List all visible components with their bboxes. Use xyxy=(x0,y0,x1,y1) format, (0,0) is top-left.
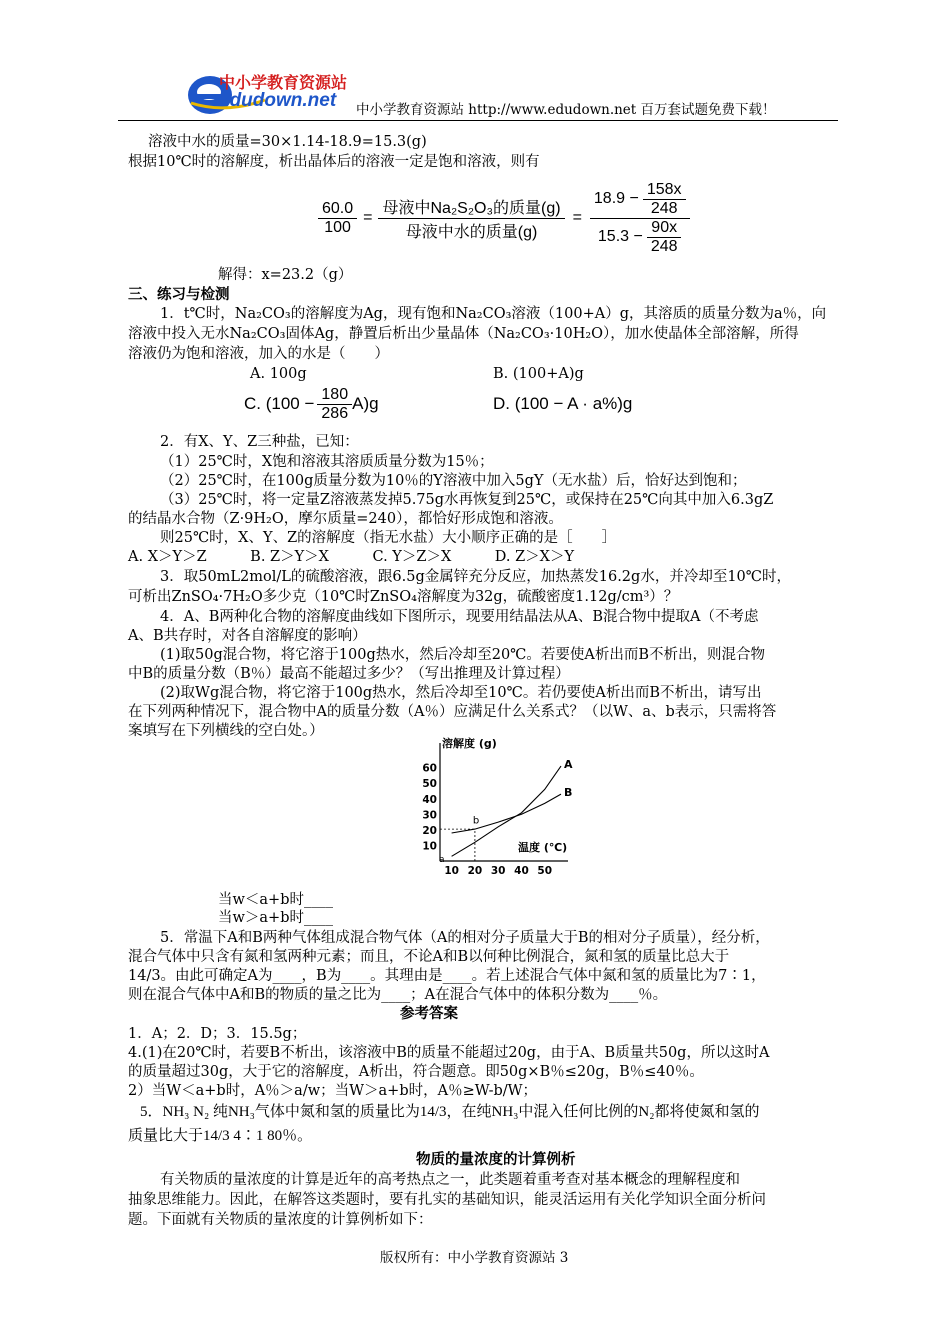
formula-r-den-a: 15.3 − xyxy=(597,228,643,245)
logo-en-text: edudown.net xyxy=(219,90,337,111)
section-title: 物质的量浓度的计算例析 xyxy=(416,1151,576,1168)
formula-r-den-c: 248 xyxy=(650,237,678,255)
y-tick-label: 60 xyxy=(422,762,437,775)
q5-line-a: 5．常温下A和B两种气体组成混合物气体（A的相对分子质量大于B的相对分子质量），经分析， xyxy=(160,930,770,946)
q4-1-line-b: 中B的质量分数（B％）最高不能超过多少？（写出推理及计算过程） xyxy=(128,666,570,682)
q1-option-d: D. (100 − A · a%)g xyxy=(493,394,633,413)
formula-right-num xyxy=(590,181,690,219)
q2-options: A. X＞Y＞Z B. Z＞Y＞X C. Y＞Z＞X D. Z＞X＞Y xyxy=(128,549,575,565)
formula-r-num-a: 18.9 − xyxy=(593,190,639,207)
q4-1-line-a: (1)取50g混合物，将它溶于100g热水，然后冷却至20℃。若要使A析出而B不析出，则混合物 xyxy=(160,647,766,663)
x-tick-label: 30 xyxy=(490,865,506,877)
solubility-chart xyxy=(418,735,588,887)
q1-line-b: 溶液中投入无水Na₂CO₃固体Ag，静置后析出少量晶体（Na₂CO₃·10H₂O），加水使晶体全部溶解，所得 xyxy=(128,326,799,342)
formula-r-num-b: 158x xyxy=(643,181,686,200)
q3-line-a: 3．取50mL2mol/L的硫酸溶液，跟6.5g金属锌充分反应，加热蒸发16.2g水，并冷却至10℃时， xyxy=(160,569,791,585)
q1-option-a: A. 100g xyxy=(250,366,307,382)
header-text: 中小学教育资源站 http://www.edudown.net 百万套试题免费下载！ xyxy=(356,102,776,118)
q5-line-d: 则在混合气体中A和B的物质的量之比为____；A在混合气体中的体积分数为____％。 xyxy=(128,987,668,1003)
q5-line-c: 14/3。由此可确定A为____，B为____。其理由是____。若上述混合气体中氮和氢的质量比为7∶1， xyxy=(128,968,766,984)
formula-left-den: 100 xyxy=(324,218,351,236)
q4-line-a: 4．A、B两种化合物的溶解度曲线如下图所示，现要用结晶法从A、B混合物中提取A（不考虑 xyxy=(160,609,759,625)
y-tick-label: 40 xyxy=(422,793,437,806)
series-label-A: A xyxy=(564,758,573,772)
answer-1: 1．A；2．D；3．15.5g； xyxy=(128,1026,307,1042)
q3-line-b: 可析出ZnSO₄·7H₂O多少克（10℃时ZnSO₄溶解度为32g，硫酸密度1.12g/cm³）？ xyxy=(128,589,679,605)
site-logo[interactable] xyxy=(185,70,348,116)
formula-mid-den: 母液中水的质量(g) xyxy=(405,223,538,241)
q4-2-line-a: (2)取Wg混合物，将它溶于100g热水，然后冷却至10℃。若仍要使A析出而B不析出，请写出 xyxy=(160,685,762,701)
formula-mid-fraction xyxy=(378,195,564,242)
blank-w-less: 当w＜a+b时____ xyxy=(218,892,333,908)
answer-5b: 质量比大于14/3 4∶1 80％。 xyxy=(128,1128,313,1144)
answer-4c: 2）当W＜a+b时，A％＞a/w；当W＞a+b时，A％≥W-b/W； xyxy=(128,1083,538,1099)
logo-cn-text: 中小学教育资源站 xyxy=(219,75,348,92)
answer-4a: 4.(1)在20℃时，若要B不析出，该溶液中B的质量不能超过20g，由于A、B质量共50g，所以这时A xyxy=(128,1045,770,1061)
section-3-heading: 三、练习与检测 xyxy=(128,286,230,303)
answer-4b: 的质量超过30g，大于它的溶解度，A析出，符合题意。即50g×B％≤20g，B％≤40％。 xyxy=(128,1064,704,1080)
series-label-B: B xyxy=(564,786,573,800)
x-tick-label: 50 xyxy=(537,865,553,877)
formula-eq-1: = xyxy=(363,209,373,226)
formula-eq-2: = xyxy=(572,209,582,226)
point-label-b: b xyxy=(472,815,480,827)
para-line-3: 题。下面就有关物质的量浓度的计算例析如下： xyxy=(128,1212,433,1228)
x-tick-label: 20 xyxy=(467,865,483,877)
q1-option-c-frac xyxy=(317,386,352,423)
line-water-mass: 溶液中水的质量=30×1.14-18.9=15.3(g) xyxy=(148,134,427,150)
formula-r-den-b: 90x xyxy=(647,219,681,238)
blank-w-greater: 当w＞a+b时____ xyxy=(218,910,333,926)
q1-option-b: B. (100+A)g xyxy=(493,366,584,382)
answers-heading: 参考答案 xyxy=(400,1005,458,1022)
formula-left-fraction xyxy=(318,200,357,237)
q1-line-a: 1．t℃时，Na₂CO₃的溶解度为Ag，现有饱和Na₂CO₃溶液（100+A）g，其溶质的质量分数为a％，向 xyxy=(160,306,827,322)
q1-line-c: 溶液仍为饱和溶液，加入的水是（ ） xyxy=(128,346,389,362)
formula-r-num-c: 248 xyxy=(650,199,678,217)
para-line-1: 有关物质的量浓度的计算是近年的高考热点之一，此类题着重考查对基本概念的理解程度和 xyxy=(160,1172,740,1188)
q1-option-c-pre: C. (100 − xyxy=(244,394,315,413)
q4-2-line-b: 在下列两种情况下，混合物中A的质量分数（A％）应满足什么关系式？（以W、a、b表示，只需将答 xyxy=(128,704,777,720)
formula-r-num-frac xyxy=(643,181,686,218)
formula xyxy=(318,172,690,264)
series-line-B xyxy=(452,794,561,833)
formula-mid-num: 母液中Na₂S₂O₃的质量(g) xyxy=(378,195,564,219)
formula-left-num: 60.0 xyxy=(318,200,357,219)
answer-5a: 5．NH₃ N₂ 纯NH₃气体中氮和氢的质量比为14/3，在纯NH₃中混入任何比例的N₂都将使氮和氢的 xyxy=(140,1104,760,1120)
formula-right-fraction xyxy=(590,181,690,256)
q4-2-line-c: 案填写在下列横线的空白处。） xyxy=(128,723,324,739)
formula-r-den-frac xyxy=(647,219,682,256)
y-tick-label: 10 xyxy=(422,840,437,853)
page-footer: 版权所有：中小学教育资源站 3 xyxy=(380,1250,569,1266)
q5-line-b: 混合气体中只含有氮和氢两种元素；而且，不论A和B以何种比例混合，氮和氢的质量比总大于 xyxy=(128,949,730,965)
q1-option-c-post: A)g xyxy=(352,394,379,413)
y-tick-label: 50 xyxy=(422,778,437,791)
q2-cond-1: （1）25℃时，X饱和溶液其溶质质量分数为15％； xyxy=(160,454,494,470)
x-tick-label: 40 xyxy=(514,865,529,877)
line-solve: 解得：x=23.2（g） xyxy=(218,267,353,283)
q2-cond-3b: 的结晶水合物（Z·9H₂O，摩尔质量=240），都恰好形成饱和溶液。 xyxy=(128,511,563,527)
q4-line-b: A、B共存时，对各自溶解度的影响） xyxy=(128,628,367,644)
header-rule xyxy=(118,120,838,121)
y-tick-label: 20 xyxy=(422,824,437,837)
solubility-chart-svg xyxy=(418,735,588,887)
y-tick-label: 30 xyxy=(422,809,437,822)
para-line-2: 抽象思维能力。因此，在解答这类题时，要有扎实的基础知识，能灵活运用有关化学知识全面分析问 xyxy=(128,1192,766,1208)
q1-option-c-den: 286 xyxy=(321,404,349,422)
q1-option-c-num: 180 xyxy=(317,386,352,405)
q2-line: 2．有X、Y、Z三种盐，已知： xyxy=(160,434,359,450)
x-tick-label: 10 xyxy=(444,865,459,877)
line-solubility: 根据10℃时的溶解度，析出晶体后的溶液一定是饱和溶液，则有 xyxy=(128,154,540,170)
q1-option-c xyxy=(244,382,379,426)
formula-right-den xyxy=(594,219,686,256)
q2-cond-2: （2）25℃时，在100g质量分数为10％的Y溶液中加入5gY（无水盐）后，恰好达到饱和； xyxy=(160,473,747,489)
x-axis-label: 温度 (℃) xyxy=(518,841,568,854)
y-axis-label: 溶解度 (g) xyxy=(442,737,497,750)
point-label-a: a xyxy=(439,855,445,865)
q2-cond-3a: （3）25℃时，将一定量Z溶液蒸发掉5.75g水再恢复到25℃，或保持在25℃向其中加入6.3gZ xyxy=(160,492,774,508)
q2-question: 则25℃时，X、Y、Z的溶解度（指无水盐）大小顺序正确的是［ ］ xyxy=(160,530,617,546)
